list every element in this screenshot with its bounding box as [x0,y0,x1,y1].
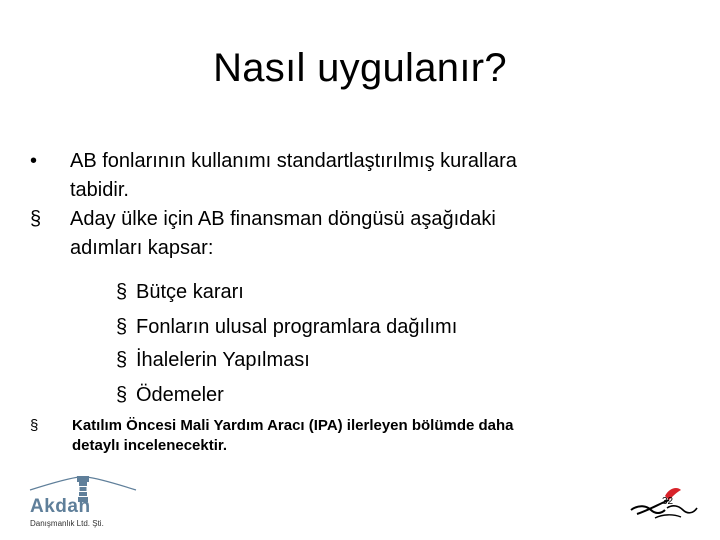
sub-bullet-text: Ödemeler [136,384,224,406]
bullet-text-line: AB fonlarının kullanımı standartlaştırılmış kurallara [70,150,517,172]
page-number: 32 [662,496,674,507]
akdan-logo [28,474,138,534]
sub-bullet-marker: § [116,281,128,303]
akdan-wordmark: Akdan [30,496,91,517]
akdan-subtitle: Danışmanlık Ltd. Şti. [30,519,104,528]
bullet-marker: • [30,150,38,172]
sub-bullet-marker: § [116,349,128,371]
sub-bullet-text: İhalelerin Yapılması [136,349,310,371]
note-text-line: detaylı incelenecektir. [72,437,228,454]
bullet-text-line: tabidir. [70,179,129,201]
bullet-marker: § [30,208,42,230]
slide-title: Nasıl uygulanır? [213,46,507,90]
note-marker: § [30,417,39,434]
sub-bullet-text: Fonların ulusal programlara dağılımı [136,316,458,338]
sub-bullet-marker: § [116,384,128,406]
sub-bullet-marker: § [116,316,128,338]
bullet-text-line: Aday ülke için AB finansman döngüsü aşağıdaki [70,208,496,230]
bullet-text-line: adımları kapsar: [70,237,214,259]
sub-bullet-text: Bütçe kararı [136,281,244,303]
note-text-line: Katılım Öncesi Mali Yardım Aracı (IPA) ilerleyen bölümde daha [72,417,514,434]
